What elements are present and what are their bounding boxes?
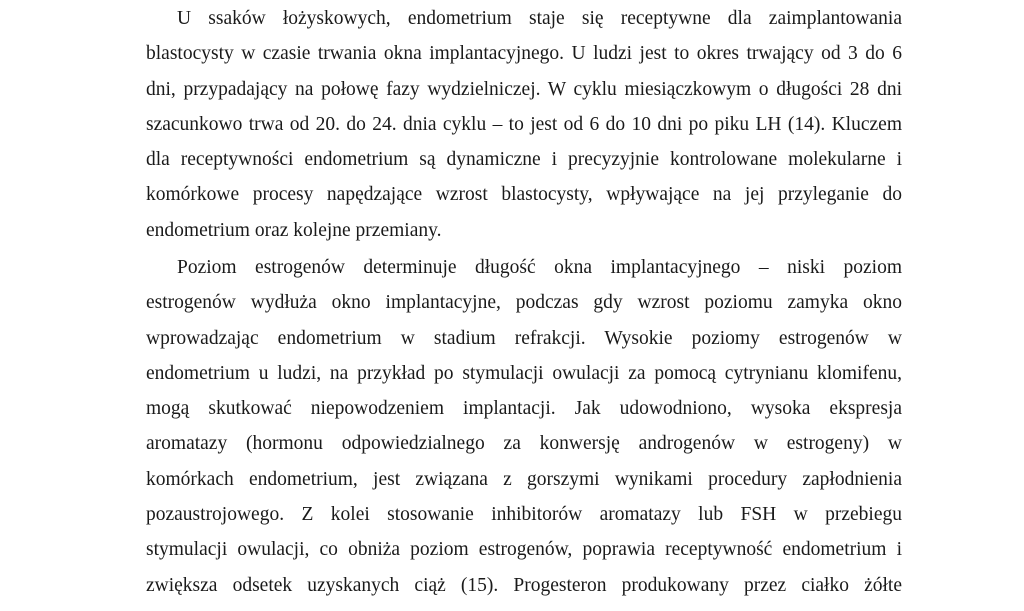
text-line: U ssaków łożyskowych, endometrium staje się receptywne dla zaimplantowania — [177, 8, 902, 29]
text-line: Poziom estrogenów determinuje długość okna implantacyjnego – niski poziom — [177, 257, 902, 278]
text-line: dla receptywności endometrium są dynamiczne i precyzyjnie kontrolowane molekularne i — [146, 149, 902, 171]
text-line: endometrium u ludzi, na przykład po stymulacji owulacji za pomocą cytrynianu klomifenu, — [146, 362, 902, 384]
paragraph-window-of-implantation — [146, 1, 902, 248]
text-line: komórkowe procesy napędzające wzrost blastocysty, wpływające na jej przyleganie do — [146, 184, 902, 206]
text-line: pozaustrojowego. Z kolei stosowanie inhibitorów aromatazy lub FSH w przebiegu — [146, 504, 902, 526]
paragraph-estrogen-levels — [146, 250, 902, 603]
text-line: stymulacji owulacji, co obniża poziom estrogenów, poprawia receptywność endometrium i — [146, 539, 902, 561]
text-line: blastocysty w czasie trwania okna implantacyjnego. U ludzi jest to okres trwający od 3 do 6 — [146, 43, 902, 65]
text-line: mogą skutkować niepowodzeniem implantacji. Jak udowodniono, wysoka ekspresja — [146, 398, 902, 420]
text-line: endometrium oraz kolejne przemiany. — [146, 219, 442, 241]
text-line: zwiększa odsetek uzyskanych ciąż (15). Progesteron produkowany przez ciałko żółte — [146, 574, 902, 596]
text-line: estrogenów wydłuża okno implantacyjne, podczas gdy wzrost poziomu zamyka okno — [146, 292, 902, 314]
text-line: aromatazy (hormonu odpowiedzialnego za konwersję androgenów w estrogeny) w — [146, 433, 902, 455]
text-line: dni, przypadający na połowę fazy wydzielniczej. W cyklu miesiączkowym o długości 28 dni — [146, 78, 902, 100]
text-line: komórkach endometrium, jest związana z gorszymi wynikami procedury zapłodnienia — [146, 468, 902, 490]
text-line: szacunkowo trwa od 20. do 24. dnia cyklu – to jest od 6 do 10 dni po piku LH (14). Kluczem — [146, 113, 902, 135]
text-line: wprowadzając endometrium w stadium refrakcji. Wysokie poziomy estrogenów w — [146, 327, 902, 349]
